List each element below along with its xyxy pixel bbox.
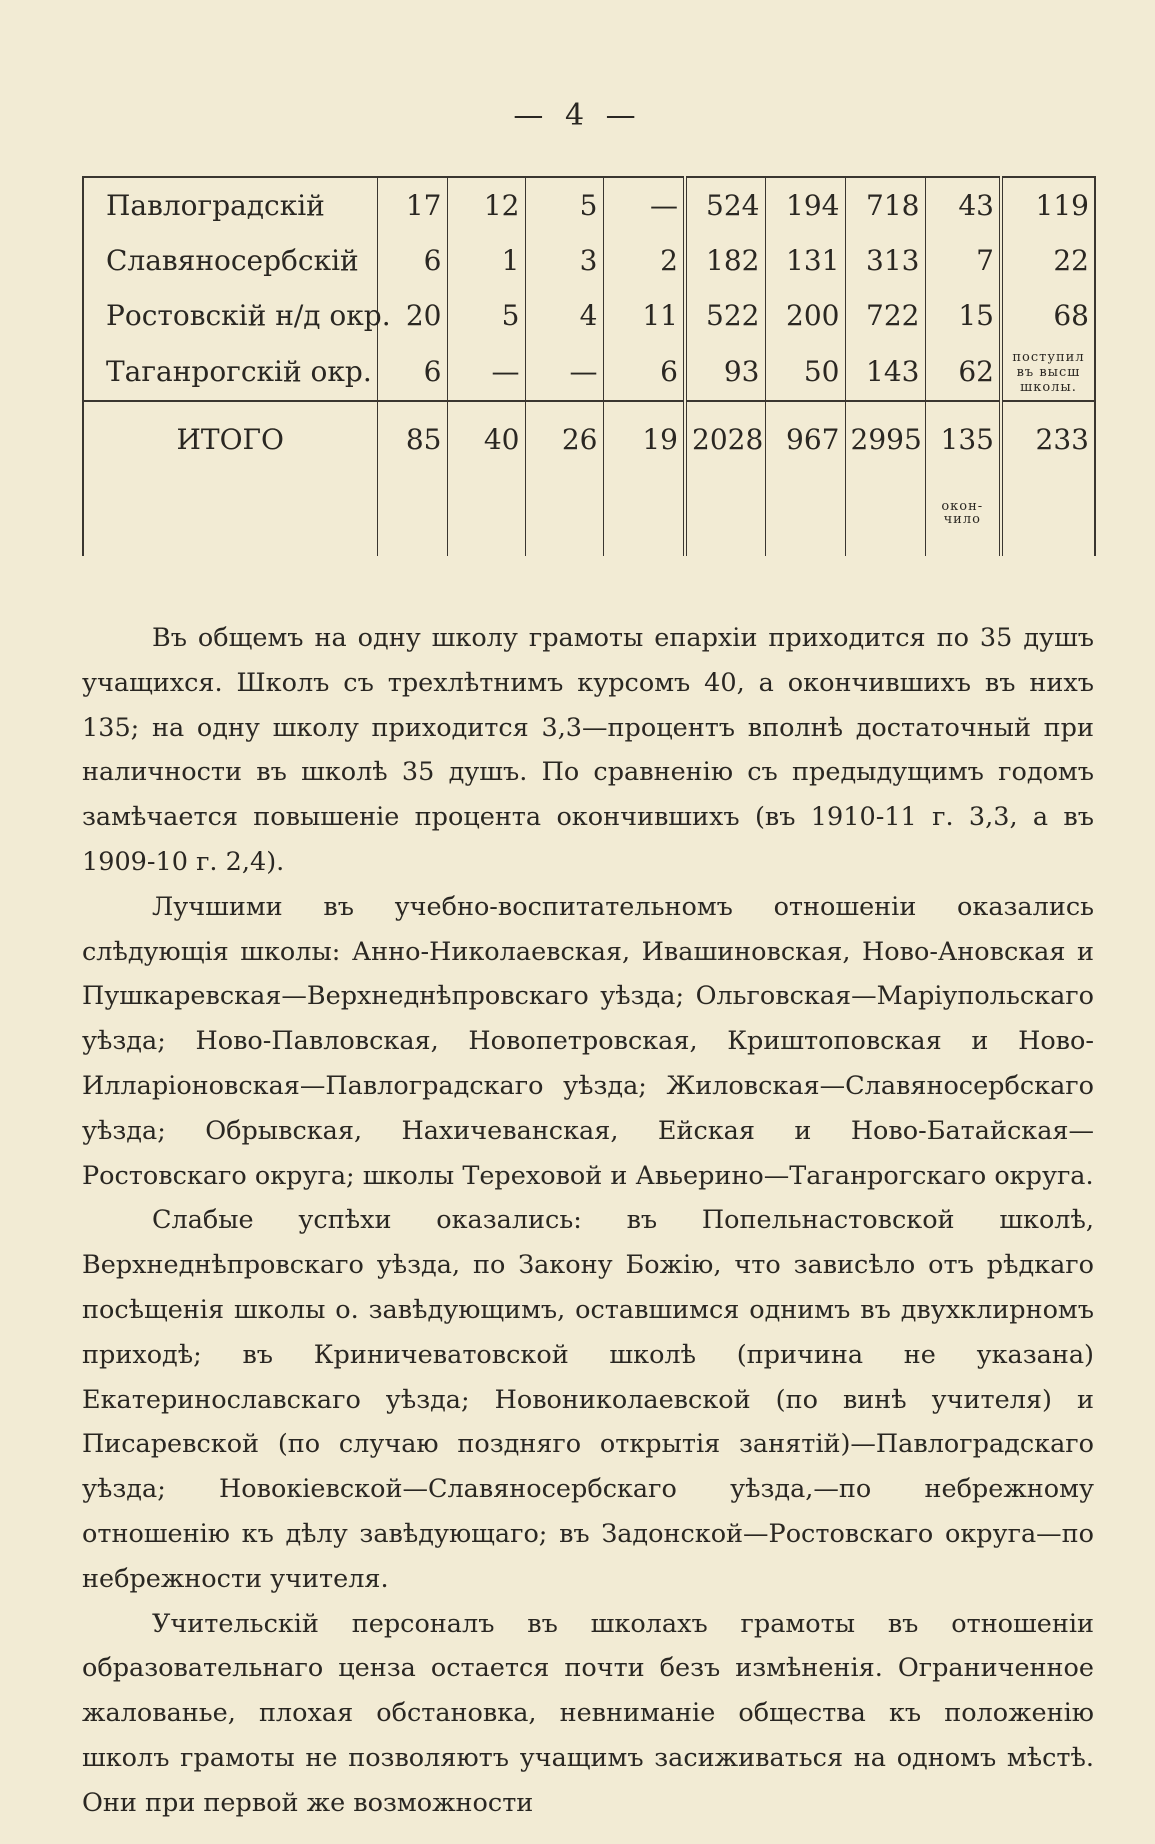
empty-cell: [603, 496, 685, 556]
paragraph: Учительскій персоналъ въ школахъ грамоты въ отношеніи образовательнаго ценза остается почти безъ измѣненія. Ограниченное жалованье, плохая обстановка, невниманіе общества къ положенію школъ грамоты не позволяютъ учащимъ засиживаться на одномъ мѣстѣ. Они при первой же возможности: [82, 1608, 1094, 1818]
table-cell: 40: [447, 401, 525, 496]
page-number: — 4 —: [513, 98, 642, 133]
table-cell: 200: [765, 288, 845, 343]
table-cell: 17: [377, 177, 447, 233]
table-cell: 967: [765, 401, 845, 496]
table-row: [83, 177, 1095, 233]
table-cell: 6: [377, 343, 447, 401]
table-cell: 20: [377, 288, 447, 343]
empty-cell: [1001, 496, 1095, 556]
table-cell: 182: [685, 233, 765, 288]
table-cell: 26: [525, 401, 603, 496]
paragraph: Лучшими въ учебно-воспитательномъ отношеніи оказались слѣдующія школы: Анно-Николаевская, Ивашиновская, Ново-Ановская и Пушкаревская—Верхнеднѣпровскаго уѣзда; Ольговская—Маріупольскаго уѣзда; Ново-Павловская, Новопетровская, Криштоповская и Ново-Илларіоновская—Павлоградскаго уѣзда; Жиловская—Славяносербскаго уѣзда; Обрывская, Нахичеванская, Ейская и Ново-Батайская—Ростовскаго округа; школы Тереховой и Авьерино—Таганрогскаго округа.: [82, 891, 1094, 1191]
empty-cell: [447, 496, 525, 556]
table-cell: —: [447, 343, 525, 401]
table-cell: 1: [447, 233, 525, 288]
table-cell: 15: [925, 288, 1001, 343]
total-row: [83, 401, 1095, 496]
table-row: [83, 288, 1095, 343]
total-label: ИТОГО: [83, 401, 377, 496]
table-cell: 233: [1001, 401, 1095, 496]
completed-note: окон-чило: [941, 499, 984, 527]
table-cell: 131: [765, 233, 845, 288]
table-cell: 6: [377, 233, 447, 288]
table-cell: 4: [525, 288, 603, 343]
table-cell: 12: [447, 177, 525, 233]
table-cell: 85: [377, 401, 447, 496]
table-cell: 313: [845, 233, 925, 288]
table-cell: 194: [765, 177, 845, 233]
table-cell: [1001, 343, 1095, 401]
higher-school-note: поступил въ высш школы.: [1012, 350, 1085, 395]
table-cell: 2028: [685, 401, 765, 496]
table-cell: —: [603, 177, 685, 233]
table-cell: [925, 496, 1001, 556]
empty-cell: [765, 496, 845, 556]
table-cell: 50: [765, 343, 845, 401]
table-cell: —: [525, 343, 603, 401]
table-cell: 19: [603, 401, 685, 496]
empty-cell: [83, 496, 377, 556]
table-row: [83, 233, 1095, 288]
table-cell: 718: [845, 177, 925, 233]
statistics-table: [82, 176, 1096, 556]
district-name: Таганрогскій окр.: [83, 343, 377, 401]
table-cell: 62: [925, 343, 1001, 401]
table-cell: 11: [603, 288, 685, 343]
table-cell: 2: [603, 233, 685, 288]
total-note-row: [83, 496, 1095, 556]
table-cell: 135: [925, 401, 1001, 496]
table-cell: 522: [685, 288, 765, 343]
empty-cell: [845, 496, 925, 556]
table-cell: 524: [685, 177, 765, 233]
district-name: Ростовскій н/д окр.: [83, 288, 377, 343]
table-cell: 3: [525, 233, 603, 288]
table-cell: 2995: [845, 401, 925, 496]
table-cell: 119: [1001, 177, 1095, 233]
district-name: Павлоградскій: [83, 177, 377, 233]
table-cell: 22: [1001, 233, 1095, 288]
table-cell: 43: [925, 177, 1001, 233]
paragraph: Слабые успѣхи оказались: въ Попельнастовской школѣ, Верхнеднѣпровскаго уѣзда, по Закону Божію, что зависѣло отъ рѣдкаго посѣщенія школы о. завѣдующимъ, оставшимся однимъ въ двухклирномъ приходѣ; въ Криничеватовской школѣ (причина не указана) Екатеринославскаго уѣзда; Новониколаевской (по винѣ учителя) и Писаревской (по случаю поздняго открытія занятій)—Павлоградскаго уѣзда; Новокіевской—Славяносербскаго уѣзда,—по небрежному отношенію къ дѣлу завѣдующаго; въ Задонской—Ростовскаго округа—по небрежности учителя.: [82, 1205, 1094, 1594]
table-cell: 6: [603, 343, 685, 401]
table-cell: 93: [685, 343, 765, 401]
table-cell: 5: [525, 177, 603, 233]
table-row: [83, 343, 1095, 401]
body-text: [82, 616, 1094, 1826]
paragraph: Въ общемъ на одну школу грамоты епархіи приходится по 35 душъ учащихся. Школъ съ трехлѣтнимъ курсомъ 40, а окончившихъ въ нихъ 135; на одну школу приходится 3,3—процентъ вполнѣ достаточный при наличности въ школѣ 35 душъ. По сравненію съ предыдущимъ годомъ замѣчается повышеніе процента окончившихъ (въ 1910-11 г. 3,3, а въ 1909-10 г. 2,4).: [82, 623, 1094, 877]
table-cell: 143: [845, 343, 925, 401]
empty-cell: [377, 496, 447, 556]
table-cell: 722: [845, 288, 925, 343]
district-name: Славяносербскій: [83, 233, 377, 288]
table-cell: 68: [1001, 288, 1095, 343]
table-cell: 7: [925, 233, 1001, 288]
empty-cell: [525, 496, 603, 556]
empty-cell: [685, 496, 765, 556]
table-cell: 5: [447, 288, 525, 343]
